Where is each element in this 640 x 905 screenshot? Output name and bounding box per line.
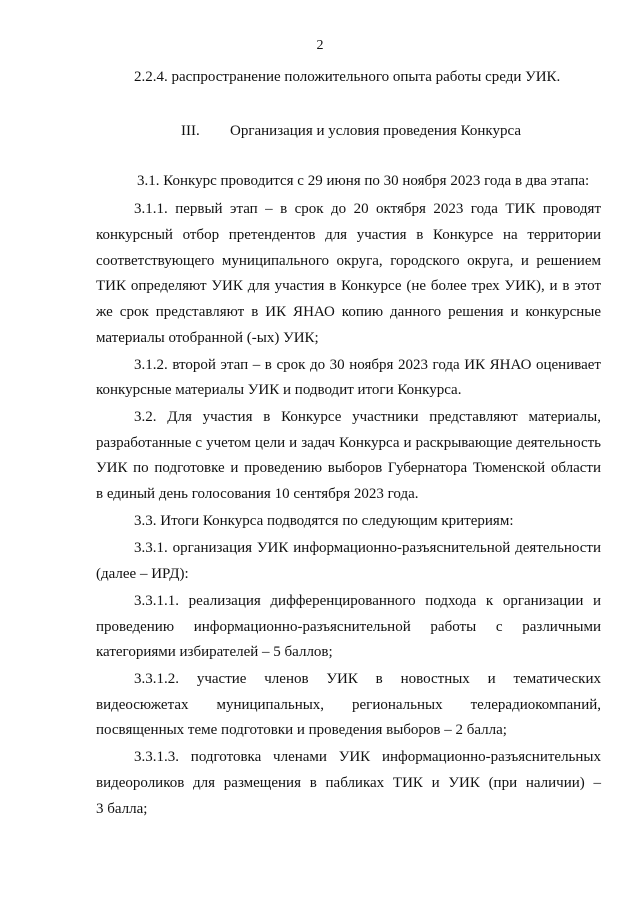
paragraph-3-1-1-line: же срок представляют в ИК ЯНАО копию данного решения и конкурсные <box>96 304 601 320</box>
paragraph-3-2-line: 3.2. Для участия в Конкурсе участники представляют материалы, <box>134 409 601 425</box>
paragraph-3-3-1-3-line: видеороликов для размещения в пабликах ТИК и УИК (при наличии) – <box>96 775 601 791</box>
paragraph-3-1-1-line: конкурсный отбор претендентов для участия в Конкурсе на территории <box>96 227 601 243</box>
paragraph-3-2-line: в единый день голосования 10 сентября 2023 года. <box>96 486 419 502</box>
paragraph-3-3-1-1-line: категориями избирателей – 5 баллов; <box>96 644 333 660</box>
paragraph-3-3-1-2-line: посвященных теме подготовки и проведения выборов – 2 балла; <box>96 722 507 738</box>
paragraph-3-1-1-line: материалы отобранной (-ых) УИК; <box>96 330 319 346</box>
paragraph-3-3-1-line: 3.3.1. организация УИК информационно-разъяснительной деятельности <box>134 540 601 556</box>
paragraph-3-1-2-line: 3.1.2. второй этап – в срок до 30 ноября 2023 года ИК ЯНАО оценивает <box>134 357 601 373</box>
paragraph-3-1: 3.1. Конкурс проводится с 29 июня по 30 ноября 2023 года в два этапа: <box>137 173 590 189</box>
paragraph-3-1-1-line: ТИК определяют УИК для участия в Конкурсе (не более трех УИК), и в этот <box>96 278 601 294</box>
paragraph-3-3-1-3-line: 3.3.1.3. подготовка членами УИК информационно-разъяснительных <box>134 749 601 765</box>
paragraph-3-3: 3.3. Итоги Конкурса подводятся по следующим критериям: <box>134 513 514 529</box>
paragraph-3-3-1-1-line: 3.3.1.1. реализация дифференцированного подхода к организации и <box>134 593 601 609</box>
paragraph-3-3-1-2-line: 3.3.1.2. участие членов УИК в новостных и тематических <box>134 671 601 687</box>
paragraph-3-3-1-1-line: проведению информационно-разъяснительной работы с различными <box>96 619 601 635</box>
section-number: III. <box>181 123 200 139</box>
paragraph-3-3-1-2-line: видеосюжетах муниципальных, региональных телерадиокомпаний, <box>96 697 601 713</box>
paragraph-3-1-1-line: 3.1.1. первый этап – в срок до 20 октября 2023 года ТИК проводят <box>134 201 601 217</box>
item-2-2-4: 2.2.4. распространение положительного опыта работы среди УИК. <box>134 69 561 85</box>
paragraph-3-2-line: УИК по подготовке и проведению выборов Губернатора Тюменской области <box>96 460 601 476</box>
section-title: Организация и условия проведения Конкурса <box>230 123 521 139</box>
paragraph-3-2-line: разработанные с учетом цели и задач Конкурса и раскрывающие деятельность <box>96 435 601 451</box>
paragraph-3-3-1-line: (далее – ИРД): <box>96 566 189 582</box>
page-number: 2 <box>316 38 324 53</box>
paragraph-3-3-1-3-line: 3 балла; <box>96 801 148 817</box>
paragraph-3-1-2-line: конкурсные материалы УИК и подводит итоги Конкурса. <box>96 382 462 398</box>
paragraph-3-1-1-line: соответствующего муниципального округа, городского округа, и решением <box>96 253 601 269</box>
